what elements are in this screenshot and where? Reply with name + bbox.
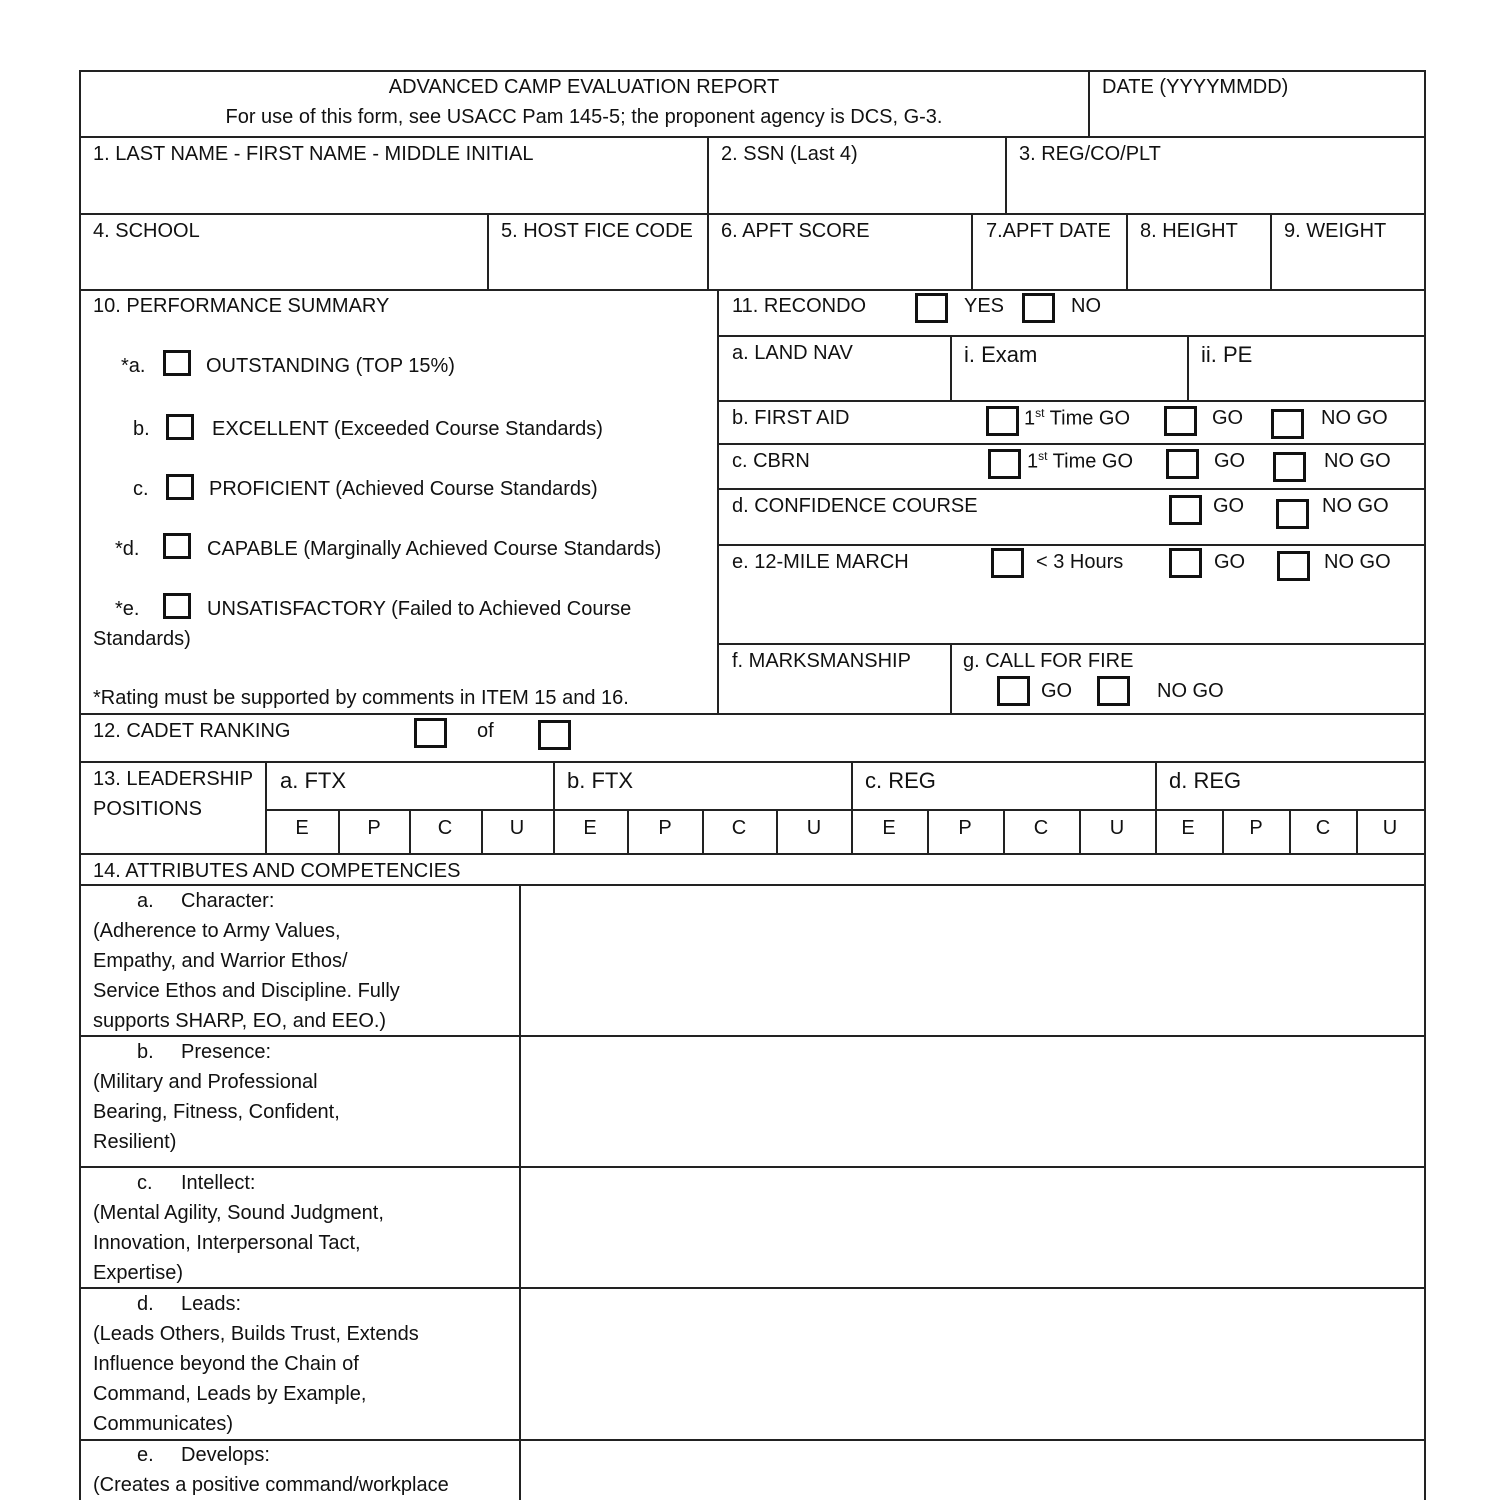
- rule: [717, 544, 1426, 546]
- rating-cell[interactable]: E: [583, 817, 597, 839]
- intellect-comment-field[interactable]: [522, 1169, 1422, 1285]
- rule: [79, 70, 1426, 72]
- rule: [1222, 809, 1224, 854]
- develops-comment-field[interactable]: [522, 1442, 1422, 1498]
- unsatisfactory-label-cont: Standards): [93, 628, 191, 650]
- rating-note: *Rating must be supported by comments in ITEM 15 and 16.: [93, 687, 629, 709]
- rule: [79, 761, 1426, 763]
- march-under-3-label: < 3 Hours: [1036, 551, 1124, 573]
- rule: [717, 488, 1426, 490]
- rule: [702, 809, 704, 854]
- rule: [627, 809, 629, 854]
- apft-score-label: 6. APFT SCORE: [721, 220, 870, 242]
- leadership-col-a: a. FTX: [280, 768, 347, 793]
- unsatisfactory-checkbox[interactable]: [163, 593, 191, 619]
- cadet-total-input[interactable]: [538, 720, 571, 750]
- rating-cell[interactable]: P: [658, 817, 672, 839]
- recondo-yes-checkbox[interactable]: [915, 293, 948, 323]
- first-aid-no-go-checkbox[interactable]: [1271, 409, 1304, 439]
- land-nav-label: a. LAND NAV: [732, 342, 853, 364]
- option-letter: b.: [133, 418, 150, 440]
- exam-label: i. Exam: [964, 342, 1038, 367]
- rule: [265, 761, 267, 854]
- host-fice-field[interactable]: [490, 245, 704, 286]
- cadet-ranking-label: 12. CADET RANKING: [93, 720, 291, 742]
- character-comment-field[interactable]: [522, 887, 1422, 1033]
- marksmanship-label: f. MARKSMANSHIP: [732, 650, 911, 672]
- first-aid-go-label: GO: [1212, 407, 1244, 429]
- attribute-leads: d. Leads: (Leads Others, Builds Trust, Extends Influence beyond the Chain of Command, Leads by Example, Communicates): [93, 1293, 419, 1435]
- rating-cell[interactable]: P: [1249, 817, 1263, 839]
- rule: [79, 853, 1426, 855]
- apft-date-label: 7.APFT DATE: [986, 220, 1111, 242]
- cbrn-first-time-label: 1st Time GO: [1027, 449, 1134, 473]
- pe-label: ii. PE: [1201, 342, 1253, 367]
- rule: [927, 809, 929, 854]
- leads-comment-field[interactable]: [522, 1290, 1422, 1437]
- rating-cell[interactable]: C: [1315, 817, 1331, 839]
- leadership-title: 13. LEADERSHIP: [93, 768, 254, 790]
- proficient-checkbox[interactable]: [166, 474, 194, 500]
- school-label: 4. SCHOOL: [93, 220, 200, 242]
- call-for-fire-go-checkbox[interactable]: [997, 676, 1030, 706]
- rule: [265, 809, 1426, 811]
- march-no-go-label: NO GO: [1324, 551, 1391, 573]
- rating-cell[interactable]: U: [509, 817, 525, 839]
- pe-field[interactable]: [1190, 370, 1421, 398]
- rule: [487, 213, 489, 290]
- ssn-field[interactable]: [710, 168, 1002, 210]
- cbrn-go-checkbox[interactable]: [1166, 449, 1199, 479]
- rating-cell[interactable]: U: [1109, 817, 1125, 839]
- rule: [950, 643, 952, 714]
- ssn-label: 2. SSN (Last 4): [721, 143, 858, 165]
- confidence-go-label: GO: [1213, 495, 1245, 517]
- weight-field[interactable]: [1273, 245, 1421, 286]
- date-label: DATE (YYYYMMDD): [1102, 76, 1289, 98]
- attribute-character: a. Character: (Adherence to Army Values, Empathy, and Warrior Ethos/ Service Ethos and Discipline. Fully supports SHARP, EO, and EEO.): [93, 890, 400, 1032]
- march-no-go-checkbox[interactable]: [1277, 551, 1310, 581]
- cadet-rank-input[interactable]: [414, 718, 447, 748]
- ranking-of-label: of: [477, 720, 494, 742]
- leadership-title-cont: POSITIONS: [93, 798, 202, 820]
- rule: [717, 289, 719, 714]
- apft-date-field[interactable]: [974, 245, 1123, 286]
- apft-score-field[interactable]: [710, 245, 968, 286]
- rule: [717, 335, 1426, 337]
- option-letter: *e.: [115, 598, 140, 620]
- rule: [1155, 761, 1157, 854]
- recondo-title: 11. RECONDO: [732, 295, 867, 317]
- rating-cell[interactable]: C: [437, 817, 453, 839]
- date-field[interactable]: [1090, 100, 1420, 134]
- attribute-intellect: c. Intellect: (Mental Agility, Sound Judgment, Innovation, Interpersonal Tact, Expertise): [93, 1172, 384, 1284]
- rule: [79, 713, 1426, 715]
- unsatisfactory-label: UNSATISFACTORY (Failed to Achieved Course: [207, 598, 632, 620]
- rule: [776, 809, 778, 854]
- rule: [1003, 809, 1005, 854]
- capable-label: CAPABLE (Marginally Achieved Course Standards): [207, 538, 662, 560]
- proficient-label: PROFICIENT (Achieved Course Standards): [209, 478, 598, 500]
- confidence-no-go-label: NO GO: [1322, 495, 1389, 517]
- rule: [971, 213, 973, 290]
- host-fice-label: 5. HOST FICE CODE: [501, 220, 693, 242]
- rating-cell[interactable]: P: [367, 817, 381, 839]
- confidence-no-go-checkbox[interactable]: [1276, 499, 1309, 529]
- rating-cell[interactable]: P: [958, 817, 972, 839]
- leadership-col-b: b. FTX: [567, 768, 634, 793]
- march-go-checkbox[interactable]: [1169, 548, 1202, 578]
- confidence-go-checkbox[interactable]: [1169, 495, 1202, 525]
- march-go-label: GO: [1214, 551, 1246, 573]
- capable-checkbox[interactable]: [163, 533, 191, 559]
- outstanding-checkbox[interactable]: [163, 350, 191, 376]
- first-aid-go-checkbox[interactable]: [1164, 406, 1197, 436]
- march-label: e. 12-MILE MARCH: [732, 551, 909, 573]
- rating-cell[interactable]: E: [1181, 817, 1195, 839]
- option-letter: *a.: [121, 355, 146, 377]
- rating-cell[interactable]: E: [882, 817, 896, 839]
- outstanding-label: OUTSTANDING (TOP 15%): [206, 355, 455, 377]
- height-label: 8. HEIGHT: [1140, 220, 1238, 242]
- cbrn-label: c. CBRN: [732, 450, 810, 472]
- call-for-fire-go-label: GO: [1041, 680, 1073, 702]
- call-for-fire-no-go-label: NO GO: [1157, 680, 1224, 702]
- rule: [519, 884, 521, 1500]
- rule: [707, 136, 709, 214]
- leadership-col-d: d. REG: [1169, 768, 1242, 793]
- reg-label: 3. REG/CO/PLT: [1019, 143, 1161, 165]
- form-subtitle: For use of this form, see USACC Pam 145-5; the proponent agency is DCS, G-3.: [225, 106, 943, 128]
- rule: [1289, 809, 1291, 854]
- rule: [553, 761, 555, 854]
- rule: [1005, 136, 1007, 214]
- rule: [1126, 213, 1128, 290]
- rule: [1356, 809, 1358, 854]
- excellent-label: EXCELLENT (Exceeded Course Standards): [212, 418, 603, 440]
- rule: [79, 136, 1426, 138]
- height-field[interactable]: [1129, 245, 1267, 286]
- rule: [851, 761, 853, 854]
- rule: [717, 643, 1426, 645]
- excellent-checkbox[interactable]: [166, 414, 194, 440]
- call-for-fire-no-go-checkbox[interactable]: [1097, 676, 1130, 706]
- call-for-fire-label: g. CALL FOR FIRE: [963, 650, 1134, 672]
- rule: [1187, 335, 1189, 401]
- confidence-label: d. CONFIDENCE COURSE: [732, 495, 978, 517]
- rule: [79, 213, 1426, 215]
- rule: [717, 443, 1426, 445]
- name-label: 1. LAST NAME - FIRST NAME - MIDDLE INITIAL: [93, 143, 534, 165]
- marksmanship-field[interactable]: [720, 675, 947, 711]
- name-field[interactable]: [82, 168, 704, 210]
- first-aid-label: b. FIRST AID: [732, 407, 850, 429]
- school-field[interactable]: [82, 245, 484, 286]
- cbrn-first-time-checkbox[interactable]: [988, 449, 1021, 479]
- rule: [1270, 213, 1272, 290]
- presence-comment-field[interactable]: [522, 1038, 1422, 1164]
- rule: [950, 335, 952, 401]
- recondo-yes-label: YES: [964, 295, 1005, 317]
- first-aid-first-time-checkbox[interactable]: [986, 406, 1019, 436]
- attributes-title: 14. ATTRIBUTES AND COMPETENCIES: [93, 860, 461, 882]
- exam-field[interactable]: [953, 370, 1184, 398]
- rating-cell[interactable]: C: [1033, 817, 1049, 839]
- rating-cell[interactable]: U: [1382, 817, 1398, 839]
- leadership-col-c: c. REG: [865, 768, 936, 793]
- option-letter: *d.: [115, 538, 140, 560]
- border-left: [79, 70, 81, 1500]
- rule: [79, 289, 1426, 291]
- option-letter: c.: [133, 478, 149, 500]
- cbrn-go-label: GO: [1214, 450, 1246, 472]
- border-right: [1424, 70, 1426, 1500]
- march-under-3-checkbox[interactable]: [991, 548, 1024, 578]
- performance-title: 10. PERFORMANCE SUMMARY: [93, 295, 390, 317]
- rating-cell[interactable]: C: [731, 817, 747, 839]
- rule: [1079, 809, 1081, 854]
- attribute-develops: e. Develops: (Creates a positive command/workplace: [93, 1444, 449, 1496]
- reg-field[interactable]: [1008, 168, 1421, 210]
- rule: [707, 213, 709, 290]
- cbrn-no-go-label: NO GO: [1324, 450, 1391, 472]
- recondo-no-label: NO: [1071, 295, 1101, 317]
- rating-cell[interactable]: E: [295, 817, 309, 839]
- first-aid-first-time-label: 1st Time GO: [1024, 406, 1131, 430]
- cbrn-no-go-checkbox[interactable]: [1273, 452, 1306, 482]
- first-aid-no-go-label: NO GO: [1321, 407, 1388, 429]
- rule: [409, 809, 411, 854]
- form-title: ADVANCED CAMP EVALUATION REPORT: [388, 76, 780, 98]
- rating-cell[interactable]: U: [806, 817, 822, 839]
- attribute-presence: b. Presence: (Military and Professional Bearing, Fitness, Confident, Resilient): [93, 1041, 340, 1153]
- rule: [717, 400, 1426, 402]
- recondo-no-checkbox[interactable]: [1022, 293, 1055, 323]
- rule: [481, 809, 483, 854]
- weight-label: 9. WEIGHT: [1284, 220, 1387, 242]
- rule: [338, 809, 340, 854]
